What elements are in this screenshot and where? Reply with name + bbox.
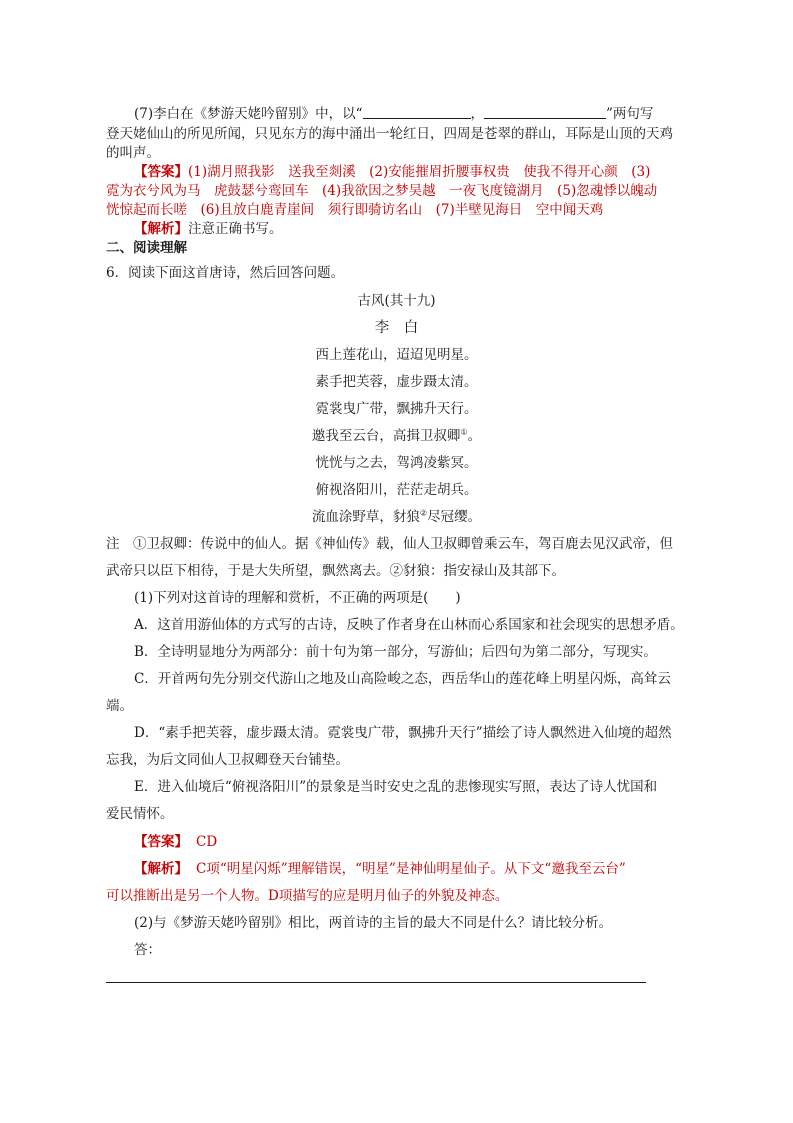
option-e-line-1: E．进入仙境后“俯视洛阳川”的景象是当时安史之乱的悲惨现实写照，表达了诗人忧国和 [134, 779, 658, 795]
q1-stem: (1)下列对这首诗的理解和赏析，不正确的两项是( ) [134, 590, 461, 606]
section-heading: 二、阅读理解 [106, 240, 187, 256]
answer-2: 【答案】 CD [134, 834, 218, 850]
q2-stem: (2)与《梦游天姥吟留别》相比，两首诗的主旨的最大不同是什么？请比较分析。 [134, 915, 613, 931]
analysis-1: 【解析】注意正确书写。 [134, 221, 283, 237]
poem-line-7: 流血涂野草，豺狼②尽冠缨。 [311, 508, 482, 525]
answer-1-line-2: 霓为衣兮风为马 虎鼓瑟兮鸾回车 (4)我欲因之梦吴越 一夜飞度镜湖月 (5)忽魂悸以魄动 [106, 183, 658, 199]
answer-line[interactable] [106, 982, 646, 983]
q6-intro: 6．阅读下面这首唐诗，然后回答问题。 [106, 265, 345, 281]
answer-1-line-3: 恍惊起而长嗟 (6)且放白鹿青崖间 须行即骑访名山 (7)半壁见海日 空中闻天鸡 [106, 202, 604, 218]
poem-line-5: 恍恍与之去，驾鸿凌紫冥。 [315, 455, 478, 471]
answer-label: 【答案】 [134, 164, 188, 180]
poem-line-4: 邀我至云台，高揖卫叔卿①。 [311, 427, 482, 444]
option-a: A．这首用游仙体的方式写的古诗，反映了作者身在山林而心系国家和社会现实的思想矛盾。 [134, 617, 684, 633]
answer-label: 【答案】 [134, 834, 188, 850]
poem-line-3: 霓裳曳广带，飘拂升天行。 [315, 401, 478, 417]
q7-line-2: 登天姥仙山的所见所闻，只见东方的海中涌出一轮红日，四周是苍翠的群山，耳际是山顶的天鸡 [106, 126, 673, 142]
note-line-1: 注 ①卫叔卿：传说中的仙人。据《神仙传》载，仙人卫叔卿曾乘云车，驾百鹿去见汉武帝，但 [106, 536, 673, 552]
option-c-line-1: C．开首两句先分别交代游山之地及山高险峻之态，西岳华山的莲花峰上明星闪烁，高耸云 [134, 671, 671, 687]
poem-line-1: 西上莲花山，迢迢见明星。 [315, 347, 478, 363]
answer-prompt: 答： [134, 942, 161, 958]
q7-line-1: (7)李白在《梦游天姥吟留别》中，以“ ， ”两句写 [134, 106, 654, 122]
answer-1-line-1: 【答案】(1)湖月照我影 送我至剡溪 (2)安能摧眉折腰事权贵 使我不得开心颜 (3) [134, 164, 651, 180]
fill-blank-2[interactable] [484, 104, 606, 119]
option-b: B．全诗明显地分为两部分：前十句为第一部分，写游仙；后四句为第二部分，写现实。 [134, 644, 657, 660]
poem-author: 李 白 [374, 320, 419, 336]
poem-title: 古风(其十九) [357, 293, 436, 309]
analysis-label: 【解析】 [134, 221, 188, 237]
analysis-2-line-2: 可以推断出是另一个人物。D项描写的应是明月仙子的外貌及神态。 [106, 888, 509, 904]
option-e-line-2: 爱民情怀。 [106, 806, 174, 822]
poem-line-2: 素手把芙蓉，虚步蹑太清。 [315, 374, 478, 390]
analysis-2-line-1: 【解析】 C项“明星闪烁”理解错误，“明星”是神仙明星仙子。从下文“邀我至云台” [134, 861, 626, 877]
note-line-2: 武帝只以臣下相待，于是大失所望，飘然离去。②豺狼：指安禄山及其部下。 [106, 563, 565, 579]
option-d-line-1: D．“素手把芙蓉，虚步蹑太清。霓裳曳广带，飘拂升天行”描绘了诗人飘然进入仙境的超然 [134, 725, 672, 741]
option-d-line-2: 忘我，为后文同仙人卫叔卿登天台铺垫。 [106, 752, 349, 768]
analysis-label: 【解析】 [134, 861, 188, 877]
poem-line-6: 俯视洛阳川，茫茫走胡兵。 [315, 482, 478, 498]
fill-blank-1[interactable] [363, 104, 471, 119]
option-c-line-2: 端。 [106, 698, 133, 714]
q7-line-3: 的叫声。 [106, 145, 160, 161]
